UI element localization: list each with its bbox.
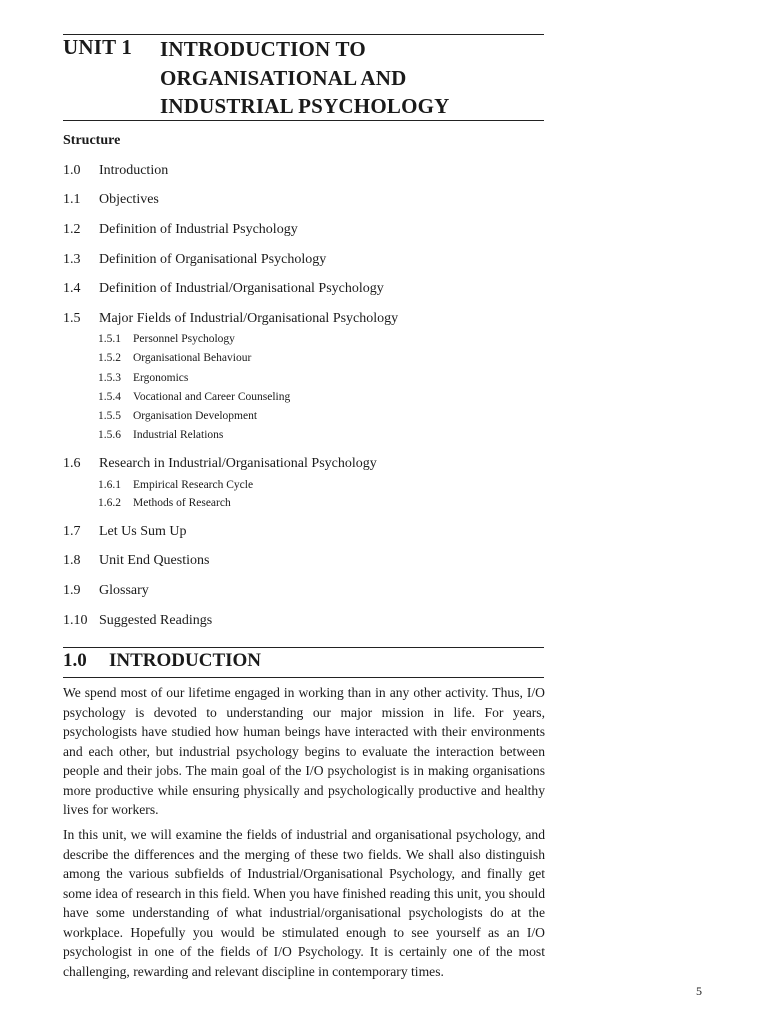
section-bottom-rule (63, 677, 544, 678)
toc-item (63, 553, 209, 569)
toc-subitem-label: Empirical Research Cycle (133, 479, 254, 491)
page-number: 5 (696, 984, 702, 998)
toc-subitem (98, 372, 188, 384)
unit-number: UNIT 1 (63, 35, 133, 59)
toc-item-number: 1.2 (63, 222, 81, 237)
body-paragraph: In this unit, we will examine the fields of industrial and organisational psychology, and describe the differences and the merging of these two fields. We shall also distinguish among the various subfields of Industrial/Organisational Psychology, and finally get some idea of research in this field. When you have finished reading this unit, you should have some understanding of what industrial/organisational psychologists do at the workplace. Hopefully you would be stimulated enough to see yourself as an I/O psychologist in one of the fields of I/O Psychology. It is certainly one of the most challenging, rewarding and relevant discipline in contemporary times. (63, 827, 545, 979)
toc-item (63, 456, 377, 472)
toc-item-number: 1.1 (63, 192, 81, 207)
toc-item-label: Let Us Sum Up (99, 524, 187, 539)
toc-subitem-number: 1.5.5 (98, 410, 121, 422)
toc-subitem (98, 497, 231, 509)
toc-subitem-number: 1.5.1 (98, 333, 121, 345)
toc-item (63, 613, 212, 629)
toc-subitem-label: Vocational and Career Counseling (133, 391, 291, 403)
toc-item-label: Glossary (99, 583, 149, 598)
section-heading (63, 650, 261, 672)
toc-subitem-number: 1.5.2 (98, 352, 121, 364)
toc-item-number: 1.7 (63, 524, 81, 539)
toc-item-number: 1.10 (63, 613, 88, 628)
toc-subitem-number: 1.5.3 (98, 372, 121, 384)
title-bottom-rule (63, 120, 544, 121)
toc-item-number: 1.3 (63, 252, 81, 267)
toc-subitem-label: Personnel Psychology (133, 333, 235, 345)
toc-subitem (98, 333, 235, 345)
structure-heading: Structure (63, 133, 121, 148)
toc-item (63, 281, 384, 297)
unit-title-line: INDUSTRIAL PSYCHOLOGY (160, 94, 450, 118)
unit-title-line: ORGANISATIONAL AND (160, 65, 407, 90)
toc-item-label: Suggested Readings (99, 613, 213, 628)
toc-subitem-number: 1.5.6 (98, 429, 121, 441)
toc-subitem-label: Methods of Research (133, 497, 231, 509)
toc-item-number: 1.0 (63, 163, 81, 178)
toc-item-label: Research in Industrial/Organisational Psychology (99, 456, 377, 471)
unit-title (160, 35, 450, 121)
toc-item (63, 192, 159, 208)
toc-subitem (98, 352, 251, 364)
toc-item (63, 252, 326, 268)
toc-item-label: Major Fields of Industrial/Organisational Psychology (99, 311, 399, 326)
toc-subitem-label: Ergonomics (133, 372, 189, 384)
toc-item (63, 524, 187, 540)
section-number: 1.0 (63, 650, 87, 671)
toc-item-label: Definition of Organisational Psychology (99, 252, 327, 267)
toc-item-number: 1.6 (63, 456, 81, 471)
toc-item-number: 1.9 (63, 583, 81, 598)
toc-item (63, 163, 168, 179)
toc-subitem-number: 1.6.1 (98, 479, 121, 491)
body-paragraph: We spend most of our lifetime engaged in working than in any other activity. Thus, I/O psychology is devoted to understanding our major mission in life. For years, psychologists have studied how human beings have interacted with their environments and each other, but industrial psychology begins to evaluate the interaction between people and their jobs. The main goal of the I/O psychologist is in making organisations more productive while ensuring physically and psychologically productive and healthy lives for workers. (63, 685, 545, 817)
toc-subitem-label: Industrial Relations (133, 429, 224, 441)
toc-item-label: Objectives (99, 192, 159, 207)
toc-subitem-label: Organisation Development (133, 410, 258, 422)
section-top-rule (63, 647, 544, 648)
toc-item-number: 1.8 (63, 553, 81, 568)
toc-subitem (98, 391, 290, 403)
toc-subitem-number: 1.5.4 (98, 391, 121, 403)
toc-subitem (98, 429, 223, 441)
section-title: INTRODUCTION (109, 650, 262, 671)
toc-item-number: 1.4 (63, 281, 81, 296)
toc-item-number: 1.5 (63, 311, 81, 326)
toc-item-label: Unit End Questions (99, 553, 210, 568)
toc-item-label: Definition of Industrial Psychology (99, 222, 298, 237)
toc-item (63, 583, 149, 599)
toc-subitem (98, 410, 257, 422)
toc-item-label: Definition of Industrial/Organisational Psychology (99, 281, 384, 296)
toc-item (63, 222, 298, 238)
toc-item-label: Introduction (99, 163, 169, 178)
toc-item (63, 311, 398, 327)
unit-title-line: INTRODUCTION TO (160, 37, 366, 61)
toc-subitem-label: Organisational Behaviour (133, 352, 252, 364)
toc-subitem (98, 479, 253, 491)
toc-subitem-number: 1.6.2 (98, 497, 121, 509)
